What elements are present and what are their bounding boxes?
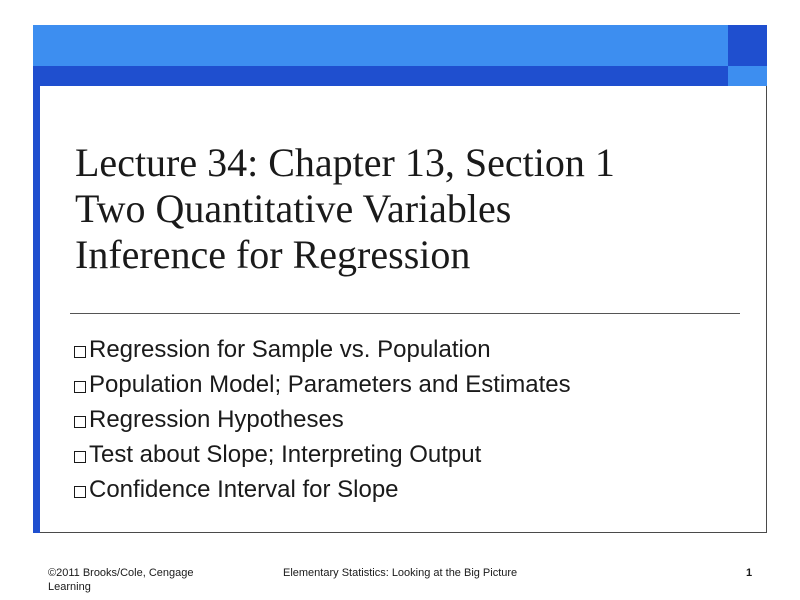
title-line-1: Lecture 34: Chapter 13, Section 1 [75, 140, 615, 185]
left-accent-bar [33, 86, 40, 533]
title-divider [70, 313, 740, 314]
square-bullet-icon [74, 416, 86, 428]
footer-copyright: ©2011 Brooks/Cole, Cengage Learning [48, 567, 194, 593]
bullet-text: Regression Hypotheses [89, 406, 344, 433]
title-line-3: Inference for Regression [75, 232, 471, 277]
page-number: 1 [746, 567, 753, 579]
list-item [74, 437, 571, 472]
list-item [74, 367, 571, 402]
slide-title [75, 140, 755, 278]
bullet-text: Confidence Interval for Slope [89, 476, 399, 503]
square-bullet-icon [74, 486, 86, 498]
corner-block-light [728, 66, 767, 86]
list-item [74, 402, 571, 437]
bullet-text: Test about Slope; Interpreting Output [89, 441, 482, 468]
bullet-list [74, 332, 571, 507]
header-band-dark [33, 66, 728, 86]
title-line-2: Two Quantitative Variables [75, 186, 512, 231]
header-band-light [33, 25, 728, 66]
list-item [74, 472, 571, 507]
bullet-text: Regression for Sample vs. Population [89, 336, 491, 363]
square-bullet-icon [74, 451, 86, 463]
footer-book-title: Elementary Statistics: Looking at the Big Picture [283, 567, 518, 579]
list-item [74, 332, 571, 367]
square-bullet-icon [74, 346, 86, 358]
square-bullet-icon [74, 381, 86, 393]
corner-block-dark [728, 25, 767, 66]
bullet-text: Population Model; Parameters and Estimates [89, 371, 571, 398]
